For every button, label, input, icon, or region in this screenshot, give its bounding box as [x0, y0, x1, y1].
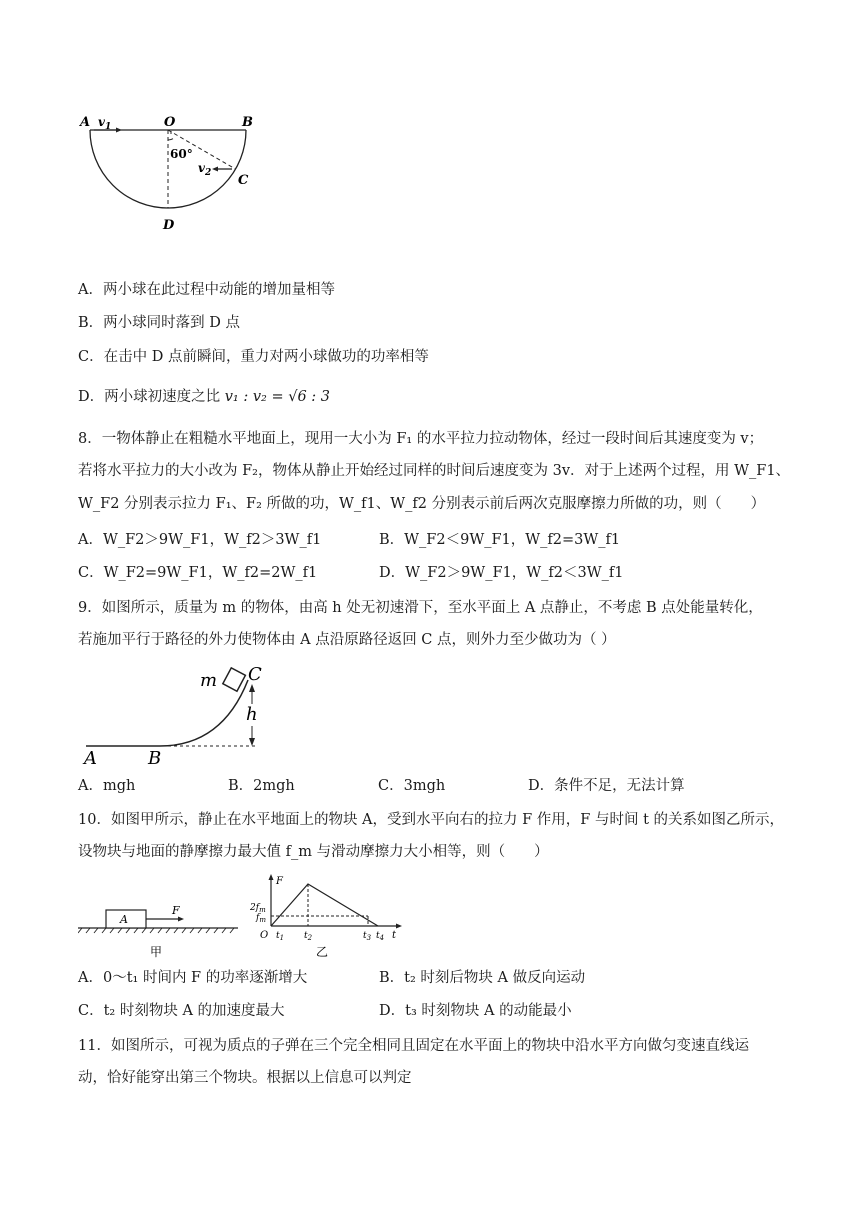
q10-option-a: A．0～t₁ 时间内 F 的功率逐渐增大 [78, 970, 308, 986]
q9-option-b: B．2mgh [228, 778, 295, 794]
q8-line-3: W_F2 分别表示拉力 F₁、F₂ 所做的功，W_f1、W_f2 分别表示前后两次克服摩擦力所做的功，则（ ） [78, 496, 766, 512]
q9-option-c: C．3mgh [378, 778, 446, 794]
fm-label: $f_m$ [256, 913, 266, 924]
t4-label: $t_4$ [376, 931, 385, 942]
q9-option-d: D．条件不足，无法计算 [528, 778, 685, 794]
figure-jia-label: 甲 [150, 945, 163, 959]
q7-option-d-prefix: D．两小球初速度之比 [78, 389, 225, 405]
q9-option-a: A．mgh [78, 778, 136, 794]
label-C: C [238, 173, 249, 188]
label-C: C [248, 664, 262, 685]
t-axis-label: t [392, 930, 397, 941]
q10-option-d: D．t₃ 时刻物块 A 的动能最小 [379, 1003, 572, 1019]
label-D: D [163, 218, 175, 233]
q9-line-2: 若施加平行于路径的外力使物体由 A 点沿原路径返回 C 点，则外力至少做功为（ ） [78, 632, 616, 648]
two-fm-label: $2f_m$ [250, 903, 266, 914]
q10-line-1: 10．如图甲所示，静止在水平地面上的物块 A，受到水平向右的拉力 F 作用，F 与时间 t 的关系如图乙所示， [78, 812, 785, 828]
axis-F-label: F [276, 876, 283, 887]
q8-line-2: 若将水平拉力的大小改为 F₂，物体从静止开始经过同样的时间后速度变为 3v．对于上述两个过程，用 W_F1、 [78, 463, 791, 479]
q7-option-d-formula: v₁ : v₂ = √6 : 3 [224, 389, 331, 405]
slope-figure [82, 658, 282, 770]
label-A: A [84, 748, 97, 769]
t3-label: $t_3$ [363, 931, 372, 942]
force-label: F [172, 904, 180, 917]
q7-option-d [78, 387, 330, 407]
label-v1: $v_1$ [98, 115, 112, 132]
label-m: m [200, 670, 218, 691]
label-B: B [148, 748, 162, 769]
force-time-figure [78, 872, 408, 962]
label-O: O [164, 115, 176, 130]
label-angle: 60° [170, 147, 193, 161]
q7-option-c: C．在击中 D 点前瞬间，重力对两小球做功的功率相等 [78, 349, 429, 365]
q8-option-a: A．W_F2＞9W_F1，W_f2＞3W_f1 [78, 532, 322, 548]
q10-option-c: C．t₂ 时刻物块 A 的加速度最大 [78, 1003, 285, 1019]
figure-yi-label: 乙 [316, 945, 329, 959]
block-label: A [120, 913, 128, 926]
q8-option-d: D．W_F2＞9W_F1，W_f2＜3W_f1 [379, 565, 624, 581]
label-A: A [80, 115, 91, 130]
q10-option-b: B．t₂ 时刻后物块 A 做反向运动 [379, 970, 586, 986]
q7-option-b: B．两小球同时落到 D 点 [78, 315, 240, 331]
q11-line-1: 11．如图所示，可视为质点的子弹在三个完全相同且固定在水平面上的物块中沿水平方向做匀变速直线运 [78, 1038, 749, 1054]
label-h: h [246, 704, 258, 725]
q9-line-1: 9．如图所示，质量为 m 的物体，由高 h 处无初速滑下，至水平面上 A 点静止，不考虑 B 点处能量转化， [78, 600, 763, 616]
q8-option-c: C．W_F2=9W_F1，W_f2=2W_f1 [78, 565, 318, 581]
origin-label: O [260, 930, 269, 941]
t1-label: $t_1$ [276, 931, 285, 942]
label-v2: $v_2$ [198, 161, 212, 178]
q8-line-1: 8．一物体静止在粗糙水平地面上，现用一大小为 F₁ 的水平拉力拉动物体，经过一段时间后其速度变为 v； [78, 431, 764, 447]
t2-label: $t_2$ [304, 931, 313, 942]
q8-option-b: B．W_F2＜9W_F1，W_f2=3W_f1 [379, 532, 621, 548]
q11-line-2: 动，恰好能穿出第三个物块。根据以上信息可以判定 [78, 1070, 412, 1086]
q10-line-2: 设物块与地面的静摩擦力最大值 f_m 与滑动摩擦力大小相等，则（ ） [78, 844, 549, 860]
q7-option-a: A．两小球在此过程中动能的增加量相等 [78, 282, 335, 298]
semicircle-figure [78, 108, 268, 238]
label-B: B [242, 115, 253, 130]
